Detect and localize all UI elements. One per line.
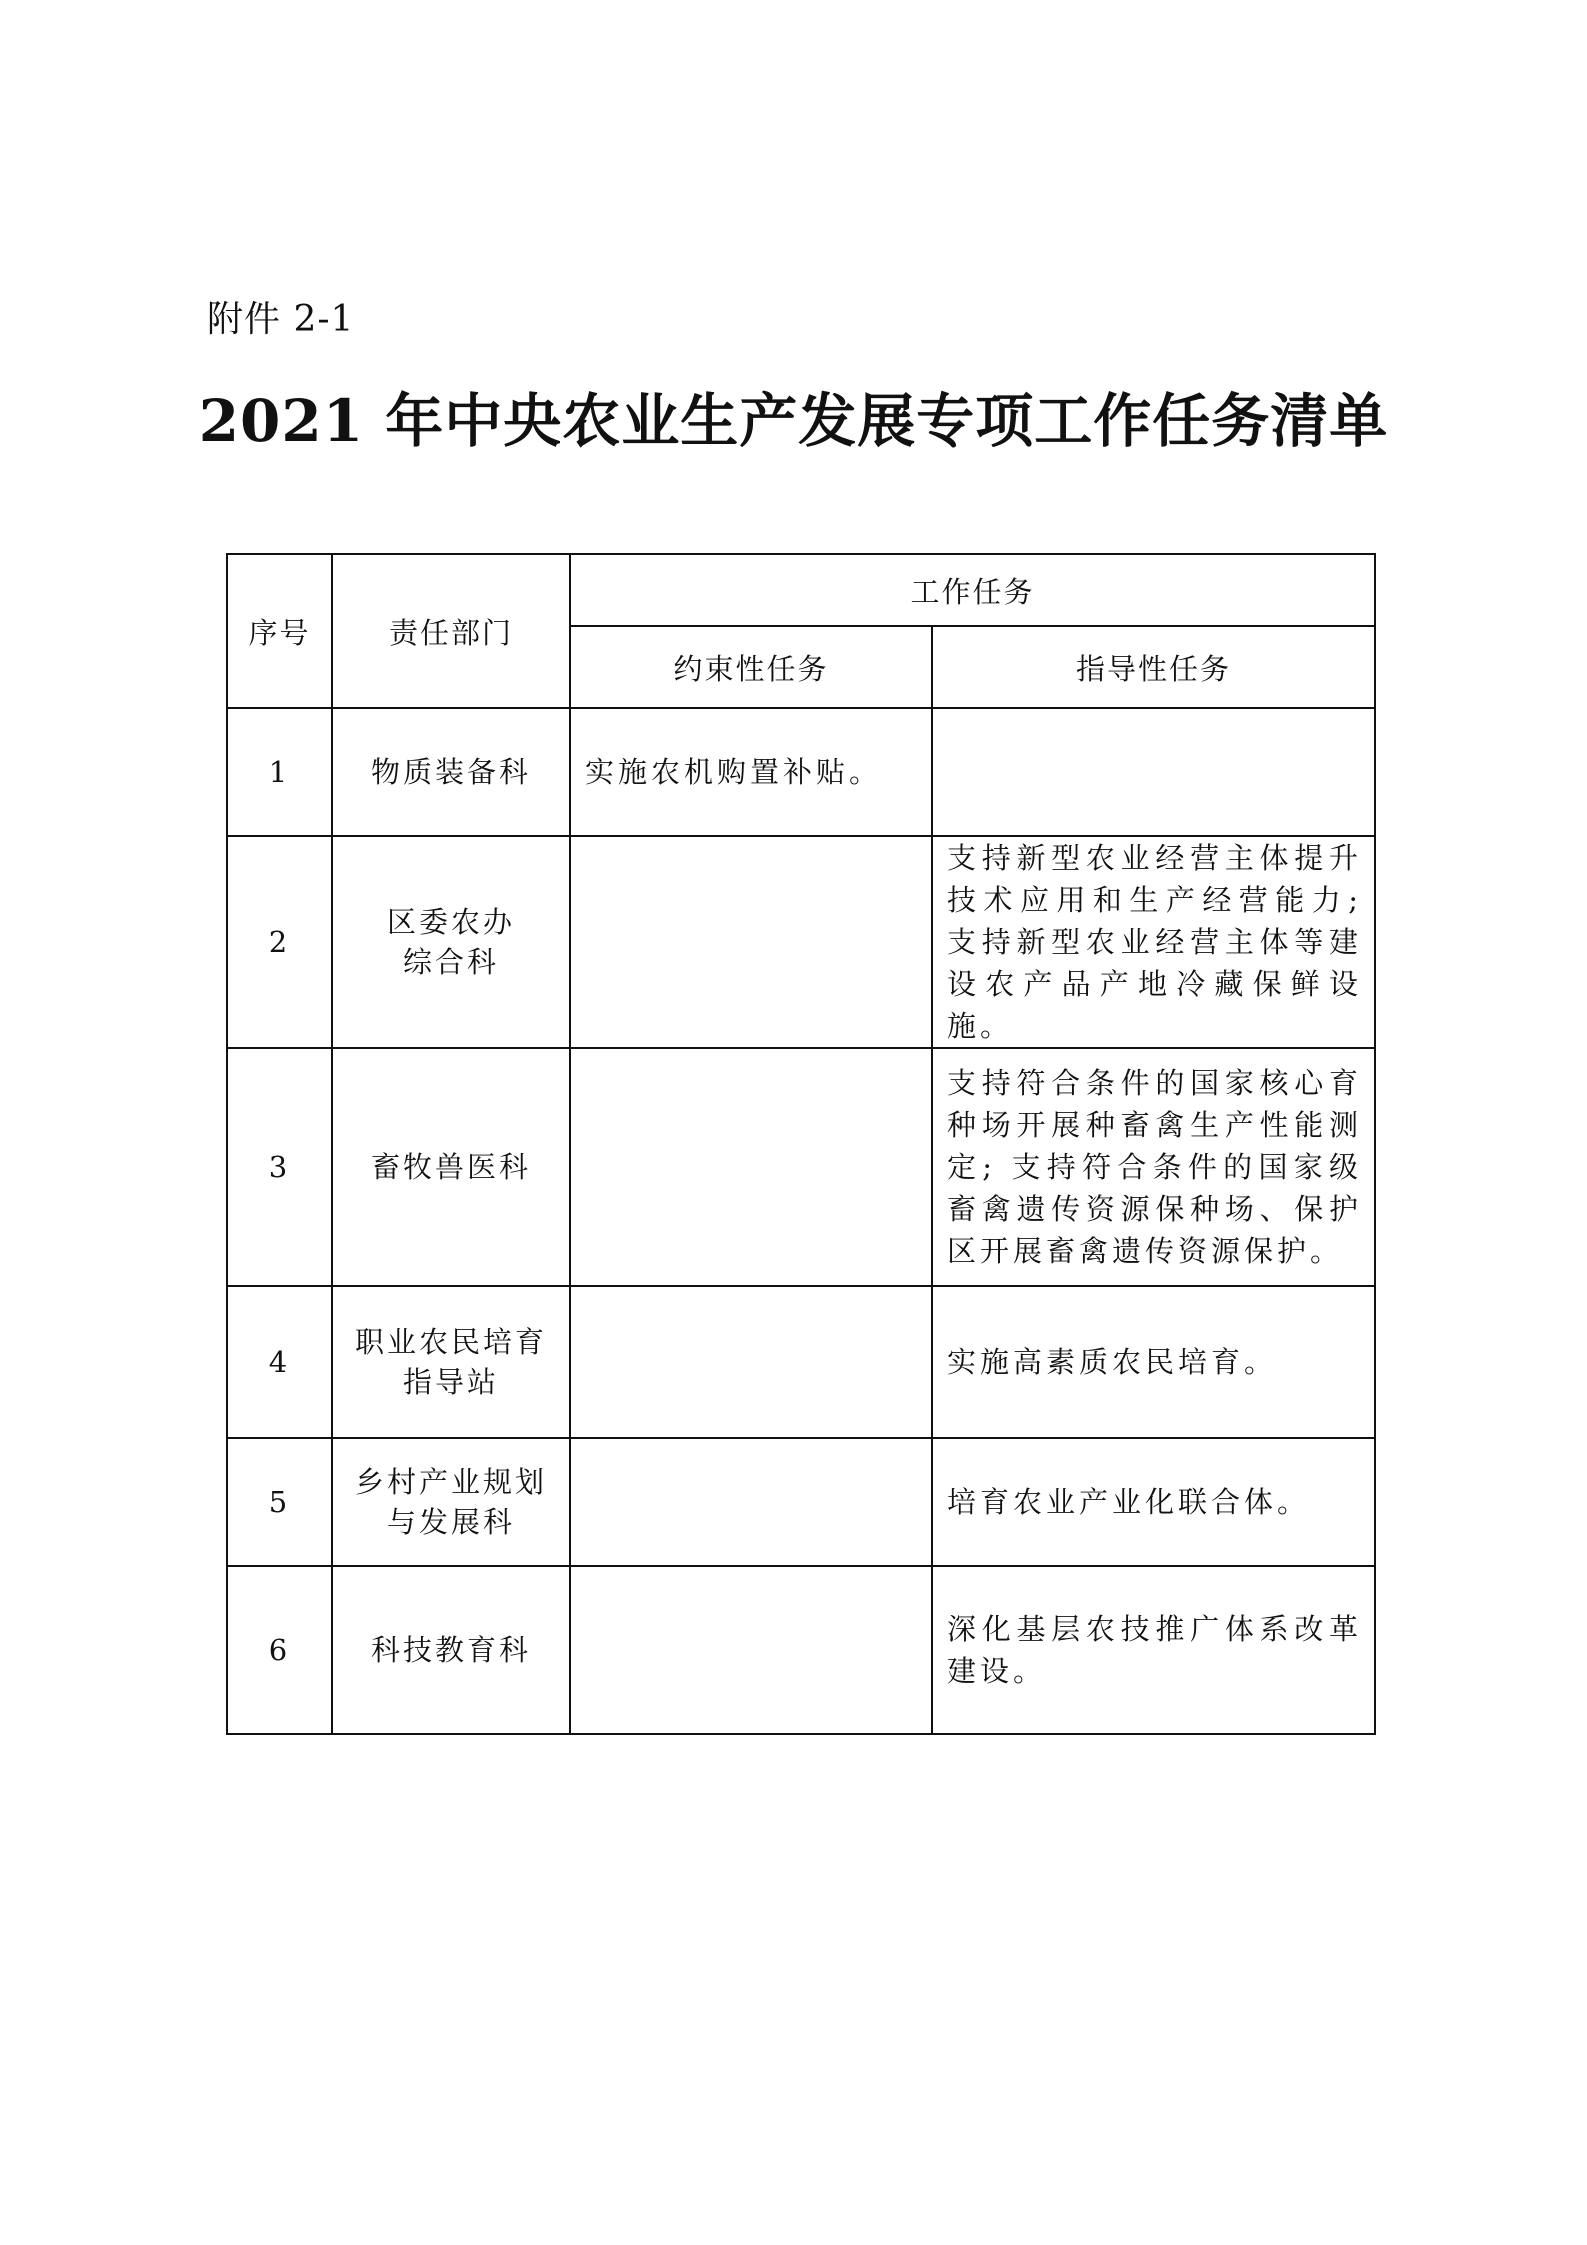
- row-guiding-task: 支持新型农业经营主体提升技术应用和生产经营能力; 支持新型农业经营主体等建设农产品产地冷藏保鲜设施。: [932, 836, 1375, 1048]
- attachment-label: 附件 2-1: [207, 299, 355, 340]
- dept-line: 乡村产业规划: [354, 1465, 547, 1499]
- header-dept: 责任部门: [332, 554, 570, 708]
- row-guiding-task: 实施高素质农民培育。: [932, 1286, 1375, 1438]
- row-seq: 3: [227, 1048, 332, 1286]
- table-row: [227, 708, 1375, 836]
- row-dept: [332, 1566, 570, 1734]
- header-tasks: 工作任务: [570, 554, 1375, 626]
- table-row: [227, 1286, 1375, 1438]
- row-seq: 5: [227, 1438, 332, 1566]
- row-seq: 1: [227, 708, 332, 836]
- row-binding-task: [570, 1286, 932, 1438]
- table-row: [227, 836, 1375, 1048]
- row-binding-task: [570, 836, 932, 1048]
- row-guiding-task: 支持符合条件的国家核心育种场开展种畜禽生产性能测定; 支持符合条件的国家级畜禽遗传资源保种场、保护区开展畜禽遗传资源保护。: [932, 1048, 1375, 1286]
- row-dept: [332, 1286, 570, 1438]
- dept-line: 指导站: [402, 1365, 499, 1399]
- table-row: [227, 1048, 1375, 1286]
- row-binding-task: 实施农机购置补贴。: [570, 708, 932, 836]
- row-guiding-task: 深化基层农技推广体系改革建设。: [932, 1566, 1375, 1734]
- row-binding-task: [570, 1048, 932, 1286]
- row-guiding-task: [932, 708, 1375, 836]
- table-row: [227, 1566, 1375, 1734]
- table-row: [227, 1438, 1375, 1566]
- row-dept: [332, 1438, 570, 1566]
- document-title: 2021 年中央农业生产发展专项工作任务清单: [198, 387, 1389, 455]
- header-guiding-tasks: 指导性任务: [932, 626, 1375, 708]
- dept-line: 区委农办: [386, 905, 515, 939]
- dept-line: 与发展科: [386, 1505, 515, 1539]
- row-binding-task: [570, 1566, 932, 1734]
- row-seq: 4: [227, 1286, 332, 1438]
- header-binding-tasks: 约束性任务: [570, 626, 932, 708]
- row-guiding-task: 培育农业产业化联合体。: [932, 1438, 1375, 1566]
- dept-line: 综合科: [402, 945, 499, 979]
- row-binding-task: [570, 1438, 932, 1566]
- dept-line: 物质装备科: [370, 755, 531, 789]
- task-list-table: [226, 553, 1376, 1735]
- header-seq: 序号: [227, 554, 332, 708]
- row-dept: [332, 1048, 570, 1286]
- row-seq: 2: [227, 836, 332, 1048]
- row-dept: [332, 708, 570, 836]
- dept-line: 畜牧兽医科: [370, 1150, 531, 1184]
- dept-line: 科技教育科: [370, 1633, 531, 1667]
- row-seq: 6: [227, 1566, 332, 1734]
- dept-line: 职业农民培育: [354, 1325, 547, 1359]
- row-dept: [332, 836, 570, 1048]
